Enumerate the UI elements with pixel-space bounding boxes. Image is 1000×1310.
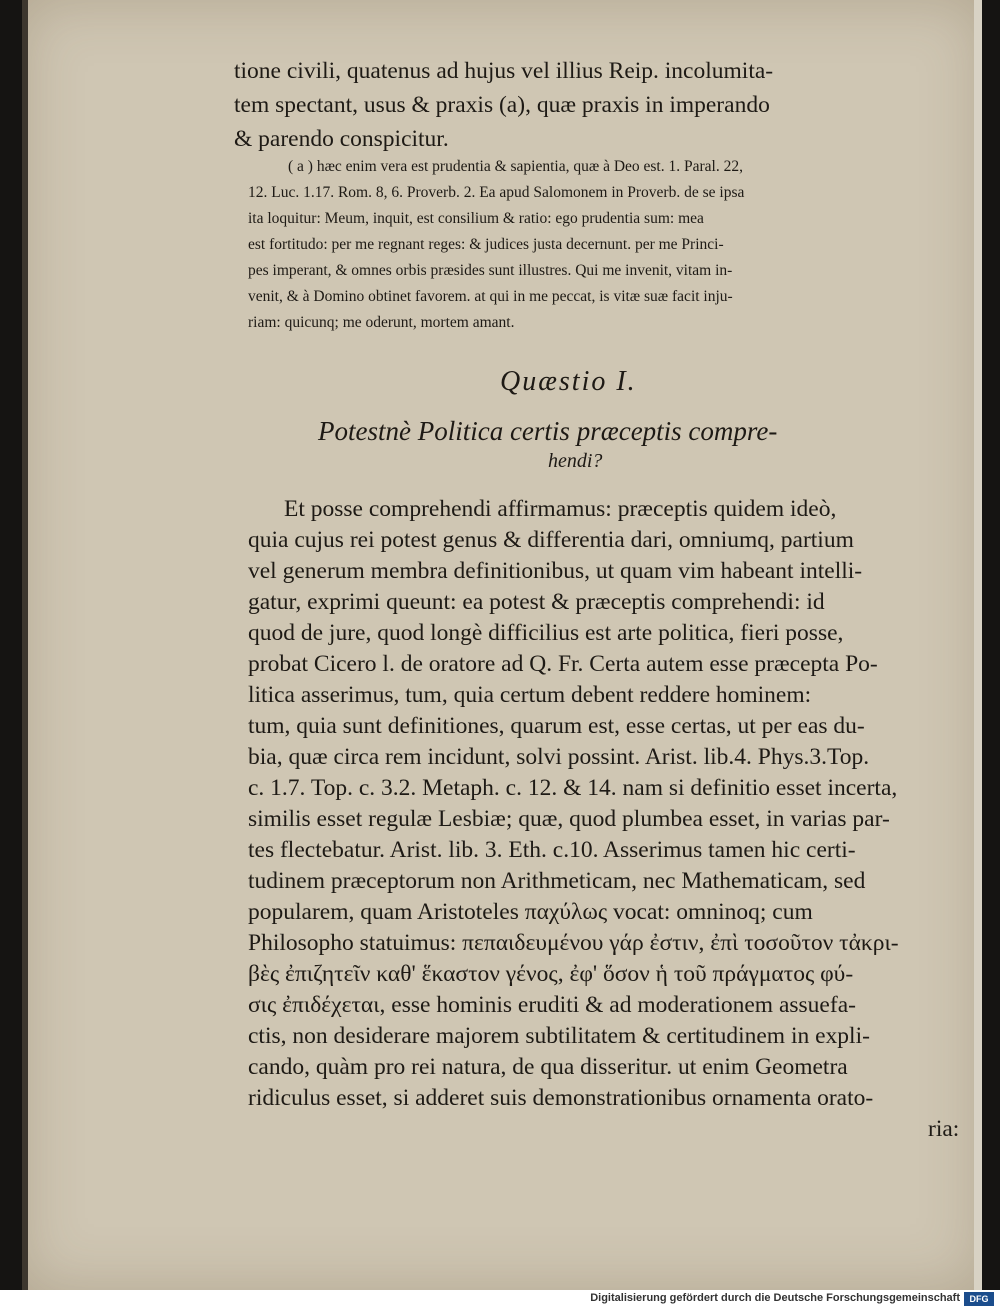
footnote-line: 12. Luc. 1.17. Rom. 8, 6. Proverb. 2. Ea apud Salomonem in Proverb. de se ipsa [248,184,745,201]
section-title-line: hendi? [548,450,603,472]
body-line: gatur, exprimi queunt: ea potest & præceptis comprehendi: id [248,589,825,615]
digitization-footer [0,1290,1000,1310]
footnote-line: venit, & à Domino obtinet favorem. at qui in me peccat, is vitæ suæ facit inju- [248,288,733,305]
body-line: litica asserimus, tum, quia certum debent reddere hominem: [248,682,812,708]
dfg-logo: DFG [964,1292,994,1306]
body-line: similis esset regulæ Lesbiæ; quæ, quod plumbea esset, in varias par- [248,806,890,832]
body-line: cando, quàm pro rei natura, de qua disseritur. ut enim Geometra [248,1054,848,1080]
body-line: Et posse comprehendi affirmamus: præceptis quidem ideò, [284,496,837,522]
body-line: probat Cicero l. de oratore ad Q. Fr. Certa autem esse præcepta Po- [248,651,878,677]
body-line: c. 1.7. Top. c. 3.2. Metaph. c. 12. & 14. nam si definitio esset incerta, [248,775,898,801]
body-line: ridiculus esset, si adderet suis demonstrationibus ornamenta orato- [248,1085,874,1111]
body-line: quia cujus rei potest genus & differentia dari, omniumq, partium [248,527,854,553]
body-line: tes flectebatur. Arist. lib. 3. Eth. c.10. Asserimus tamen hic certi- [248,837,856,863]
book-page [22,0,982,1290]
footnote-line: riam: quicunq; me oderunt, mortem amant. [248,314,515,331]
body-line: vel generum membra definitionibus, ut quam vim habeant intelli- [248,558,863,584]
quaestio-heading: Quæstio I. [500,366,637,397]
footnote-line: ita loquitur: Meum, inquit, est consilium & ratio: ego prudentia sum: mea [248,210,704,227]
body-line: tudinem præceptorum non Arithmeticam, nec Mathematicam, sed [248,868,866,894]
body-line: tum, quia sunt definitiones, quarum est, esse certas, ut per eas du- [248,713,865,739]
body-line: βὲς ἐπιζητεῖν καθ' ἕκαστον γένος, ἐφ' ὅσον ἡ τοῦ πράγματος φύ- [248,961,854,987]
body-line: bia, quæ circa rem incidunt, solvi possint. Arist. lib.4. Phys.3.Top. [248,744,870,770]
footer-credit: Digitalisierung gefördert durch die Deutsche Forschungsgemeinschaft [590,1292,960,1304]
body-line: quod de jure, quod longè difficilius est arte politica, fieri posse, [248,620,844,646]
footnote-line: pes imperant, & omnes orbis præsides sunt illustres. Qui me invenit, vitam in- [248,262,733,279]
footnote-line: ( a ) hæc enim vera est prudentia & sapientia, quæ à Deo est. 1. Paral. 22, [288,158,743,175]
footnote-line: est fortitudo: per me regnant reges: & judices justa decernunt. per me Princi- [248,236,724,253]
text-line: tione civili, quatenus ad hujus vel illius Reip. incolumita- [234,58,774,84]
page-edge [974,0,982,1290]
text-line: tem spectant, usus & praxis (a), quæ praxis in imperando [234,92,770,118]
body-line: Philosopho statuimus: πεπαιδευμένου γάρ ἐστιν, ἐπὶ τοσοῦτον τἀκρι- [248,930,899,956]
page-gutter [22,0,28,1290]
body-line: popularem, quam Aristoteles παχύλως vocat: omninoq; cum [248,899,813,925]
body-line: σις ἐπιδέχεται, esse hominis eruditi & ad moderationem assuefa- [248,992,856,1018]
catchword: ria: [928,1116,960,1142]
section-title-line: Potestnè Politica certis præceptis compre- [318,416,778,446]
body-line: ctis, non desiderare majorem subtilitatem & certitudinem in expli- [248,1023,870,1049]
text-line: & parendo conspicitur. [234,126,449,152]
